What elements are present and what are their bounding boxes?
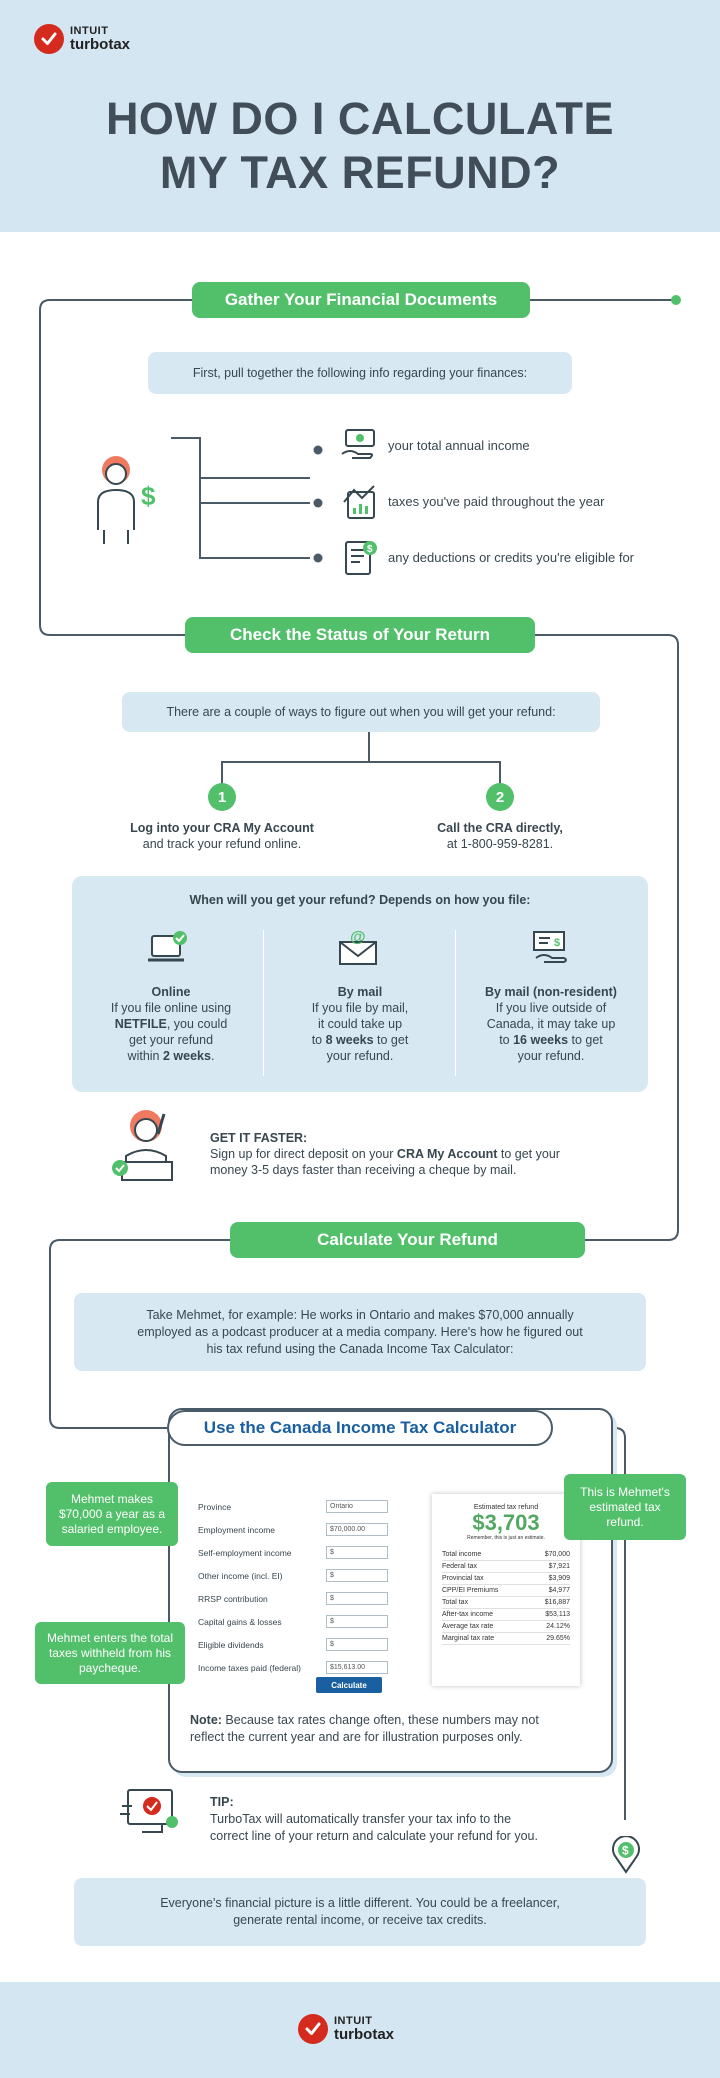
callout-refund: This is Mehmet's estimated tax refund. xyxy=(564,1474,686,1540)
method-mail-nonresident: By mail (non-resident) If you live outside of Canada, it may take up to 16 weeks to get your refund. xyxy=(485,985,617,1063)
taxes-paid-input[interactable]: $15,613.00 xyxy=(326,1661,388,1674)
result-row: Federal tax $7,921 xyxy=(442,1561,570,1573)
option-1-text: Log into your CRA My Account and track your refund online. xyxy=(130,821,314,851)
tip: TIP: TurboTax will automatically transfer your tax info to the correct line of your return and calculate your refund for you. xyxy=(210,1795,538,1843)
form-row: Capital gains & losses $ xyxy=(198,1610,388,1633)
result-row: Total tax $16,887 xyxy=(442,1597,570,1609)
gather-item-2: taxes you've paid throughout the year xyxy=(388,494,605,509)
panel-divider xyxy=(455,930,456,1076)
checkmark-icon xyxy=(298,2014,328,2044)
result-row: Average tax rate 24.12% xyxy=(442,1621,570,1633)
result-row: After-tax income $53,113 xyxy=(442,1609,570,1621)
svg-text:$: $ xyxy=(554,937,561,949)
svg-text:$: $ xyxy=(141,481,156,511)
section-calculate-heading: Calculate Your Refund xyxy=(230,1222,585,1258)
gather-intro: First, pull together the following info regarding your finances: xyxy=(148,352,572,394)
option-2-number: 2 xyxy=(486,783,514,811)
option-1-number: 1 xyxy=(208,783,236,811)
dividends-input[interactable]: $ xyxy=(326,1638,388,1651)
status-intro: There are a couple of ways to figure out when you will get your refund: xyxy=(122,692,600,732)
title-line-2: MY TAX REFUND? xyxy=(159,147,561,198)
calculator-note: Note: Because tax rates change often, these numbers may not reflect the current year and are for illustration purposes only. xyxy=(190,1713,539,1744)
form-row: RRSP contribution $ xyxy=(198,1587,388,1610)
title-line-1: HOW DO I CALCULATE xyxy=(105,93,615,144)
brand-turbotax: turbotax xyxy=(70,36,130,53)
email-envelope-icon xyxy=(336,930,380,968)
form-row: Self-employment income $ xyxy=(198,1541,388,1564)
section-gather-heading: Gather Your Financial Documents xyxy=(192,282,530,318)
self-employment-input[interactable]: $ xyxy=(326,1546,388,1559)
computer-check-icon xyxy=(118,1784,182,1840)
capital-gains-input[interactable]: $ xyxy=(326,1615,388,1628)
rrsp-input[interactable]: $ xyxy=(326,1592,388,1605)
method-online: Online If you file online using NETFILE, you could get your refund within 2 weeks. xyxy=(110,985,232,1063)
method-mail: By mail If you file by mail, it could take up to 8 weeks to get your refund. xyxy=(311,985,409,1063)
refund-amount: $3,703 xyxy=(472,1510,540,1535)
gather-item-3: any deductions or credits you're eligible for xyxy=(388,550,635,565)
person-laptop-icon xyxy=(106,1104,192,1186)
form-row: Employment income $70,000.00 xyxy=(198,1518,388,1541)
province-select[interactable]: Ontario xyxy=(326,1500,388,1513)
callout-taxes-withheld: Mehmet enters the total taxes withheld from his paycheque. xyxy=(35,1622,185,1684)
callout-salary: Mehmet makes $70,000 a year as a salaried employee. xyxy=(46,1482,178,1546)
form-row: Other income (incl. EI) $ xyxy=(198,1564,388,1587)
svg-text:$: $ xyxy=(367,544,373,555)
result-panel: Estimated tax refund $3,703 Remember, this is just an estimate. Total income $70,000 Federal tax $7,921 Provincial tax $3,909 CPP/EI Premiums $4,977 Total tax $16,887 After-tax income $53,113 Average tax rate 24.12% Marginal tax rate 29.65% xyxy=(432,1494,580,1686)
other-income-input[interactable]: $ xyxy=(326,1569,388,1582)
gather-item-1: your total annual income xyxy=(388,438,530,453)
result-row: CPP/EI Premiums $4,977 xyxy=(442,1585,570,1597)
result-row: Total income $70,000 xyxy=(442,1549,570,1561)
mail-cheque-icon xyxy=(530,928,574,968)
laptop-check-icon xyxy=(146,930,190,968)
calculator-form xyxy=(198,1495,388,1679)
refund-timing-title: When will you get your refund? Depends on how you file: xyxy=(189,893,531,907)
document-dollar-icon xyxy=(340,538,380,578)
brand-intuit: INTUIT xyxy=(70,25,109,37)
panel-divider xyxy=(263,930,264,1076)
result-row: Marginal tax rate 29.65% xyxy=(442,1633,570,1645)
footer-turbotax-logo[interactable]: INTUIT turbotax xyxy=(298,2014,394,2044)
calculator-heading: Use the Canada Income Tax Calculator xyxy=(167,1410,553,1446)
closing-box: Everyone's financial picture is a little different. You could be a freelancer, generate rental income, or receive tax credits. xyxy=(74,1878,646,1946)
receipt-chart-icon xyxy=(340,484,380,522)
employment-income-input[interactable]: $70,000.00 xyxy=(326,1523,388,1536)
person-dollar-icon xyxy=(86,450,168,546)
form-row: Province Ontario xyxy=(198,1495,388,1518)
form-row: Eligible dividends $ xyxy=(198,1633,388,1656)
option-2-text: Call the CRA directly, at 1-800-959-8281. xyxy=(437,821,563,851)
calculate-intro: Take Mehmet, for example: He works in Ontario and makes $70,000 annually employed as a podcast producer at a media company. Here's how he figured out his tax refund using the Canada Income Tax Calculator: xyxy=(74,1293,646,1371)
get-it-faster: GET IT FASTER: Sign up for direct deposit on your CRA My Account to get your money 3-5 days faster than receiving a cheque by mail. xyxy=(210,1131,560,1177)
section-status-heading: Check the Status of Your Return xyxy=(185,617,535,653)
svg-text:@: @ xyxy=(350,930,366,946)
result-row: Provincial tax $3,909 xyxy=(442,1573,570,1585)
svg-text:$: $ xyxy=(622,1843,629,1858)
money-hand-icon xyxy=(340,428,380,464)
map-pin-dollar-icon xyxy=(612,1836,640,1874)
calculate-button[interactable]: Calculate xyxy=(316,1677,382,1693)
form-row: Income taxes paid (federal) $15,613.00 xyxy=(198,1656,388,1679)
